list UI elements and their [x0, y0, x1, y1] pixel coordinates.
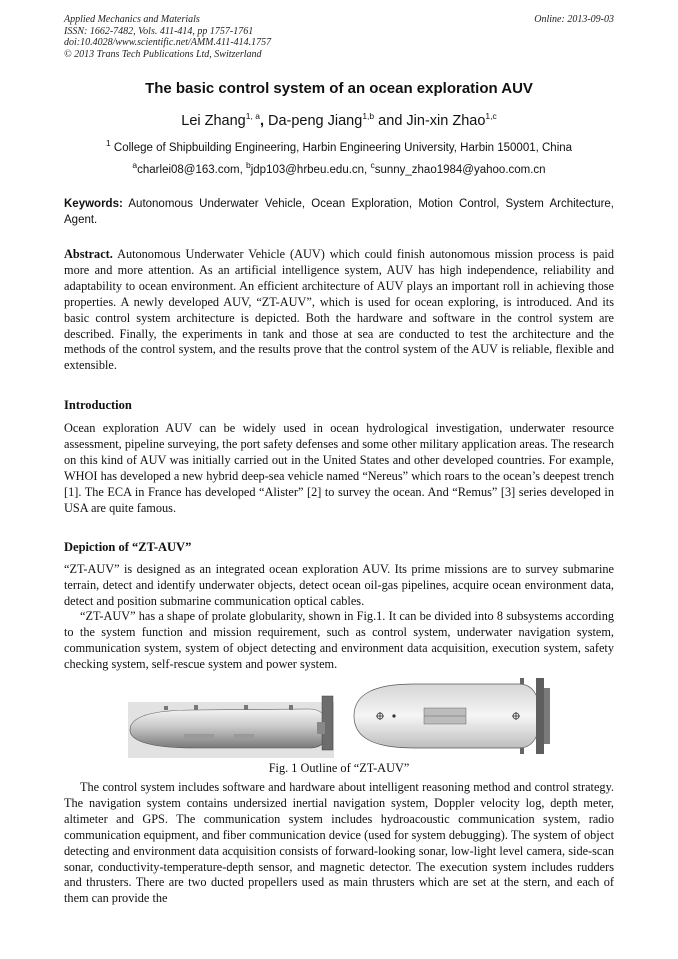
author-and: and [374, 112, 407, 129]
auv-side-view [128, 696, 334, 758]
keywords [64, 196, 614, 228]
affiliation-text: College of Shipbuilding Engineering, Harbin Engineering University, Harbin 150001, China [113, 141, 573, 154]
doi-line: doi:10.4028/www.scientific.net/AMM.411-414.1757 [64, 37, 272, 48]
auv-figure-graphic [124, 672, 554, 760]
section-heading-introduction: Introduction [64, 398, 132, 412]
affiliation-mark: 1 [105, 138, 111, 148]
email: charlei08@163.com, [137, 163, 246, 176]
author-emails [64, 160, 614, 176]
online-date: Online: 2013-09-03 [534, 14, 614, 25]
email-mark: a [132, 160, 138, 170]
abstract [64, 247, 614, 374]
affiliation [64, 138, 614, 154]
author-name: Lei Zhang [181, 112, 246, 129]
email: sunny_zhao1984@yahoo.com.cn [374, 163, 546, 176]
author-affil-mark: 1,c [485, 111, 497, 121]
depiction-paragraph-1: “ZT-AUV” is designed as an integrated ocean exploration AUV. Its prime missions are to survey submarine terrain, detect and identify underwater objects, detect ocean oil-gas pipelines, acquire ocean environment data, detect and position submarine communication optical cables. [64, 562, 614, 608]
email: jdp103@hrbeu.edu.cn, [250, 163, 371, 176]
keywords-label: Keywords: [64, 198, 123, 210]
paper-title: The basic control system of an ocean exploration AUV [145, 80, 533, 97]
email-mark: b [245, 160, 251, 170]
section-heading-depiction: Depiction of “ZT-AUV” [64, 540, 192, 554]
author-list [64, 111, 614, 129]
journal-header [64, 14, 271, 60]
author-affil-mark: 1,b [362, 111, 375, 121]
figure-caption: Fig. 1 Outline of “ZT-AUV” [268, 761, 410, 775]
author-affil-mark: 1, a [245, 111, 260, 121]
auv-top-view [354, 678, 550, 754]
author-name: Jin-xin Zhao [406, 112, 486, 129]
author-separator: , [259, 112, 264, 129]
abstract-text: Autonomous Underwater Vehicle (AUV) which could finish autonomous mission process is paid more and more attention. As an artificial intelligence system, AUV has high independence, reliability and adaptability to ocean environment. An efficient architecture of AUV plays an important roll in achieving those properties. A newly developed AUV, “ZT-AUV”, which is used for ocean exploring, is introduced. And its basic control system architecture is depicted. Both the hardware and software in the control system are described. Finally, the experiments in tank and those at sea are conducted to test the architecture and the methods of the control system, and the results prove that the control system of the AUV is reliable, flexible and extensible. [64, 247, 614, 373]
depiction-paragraph-2: “ZT-AUV” has a shape of prolate globularity, shown in Fig.1. It can be divided into 8 subsystems according to the system function and mission requirement, such as control system, underwater navigation system, communication system, system of object detecting and environment data acquisition, execution system, safety checking system, self-rescue system and power system. [64, 609, 614, 671]
abstract-label: Abstract. [64, 247, 113, 261]
copyright-line: © 2013 Trans Tech Publications Ltd, Switzerland [64, 48, 262, 60]
email-mark: c [370, 160, 375, 170]
author-name: Da-peng Jiang [268, 112, 363, 129]
issn-line: ISSN: 1662-7482, Vols. 411-414, pp 1757-1761 [64, 25, 254, 37]
auv-outline-figure [124, 672, 554, 760]
depiction-paragraph-3: The control system includes software and hardware about intelligent reasoning method and control strategy. The navigation system contains undersized inertial navigation system, Doppler velocity log, depth meter, altimeter and GPS. The communication system includes hydroacoustic communication system, radio communication equipment, and fiber communication device (used for system debugging). The system of object detecting and environment data acquisition consists of forward-looking sonar, low-light level camera, side-scan sonar, conductivity-temperature-depth sensor, and magnetic detector. The execution system includes rudders and thrusters. There are two ducted propellers used as main thrusters which are set at the stern, and each of them can provide the [64, 780, 614, 906]
keywords-text: Autonomous Underwater Vehicle, Ocean Exploration, Motion Control, System Architecture, Agent. [64, 198, 614, 226]
journal-name: Applied Mechanics and Materials [64, 14, 200, 25]
introduction-paragraph: Ocean exploration AUV can be widely used in ocean hydrological investigation, underwater resource assessment, pipeline surveying, the port safety defenses and some other military application areas. The research on this kind of AUV was initially carried out in the United States and other developed countries. For example, WHOI has developed a new hybrid deep-sea vehicle named “Nereus” which roars to the ocean’s deepest trench [1]. The ECA in France has developed “Alister” [2] to survey the ocean. And “Remus” [3] series developed in USA are quite famous. [64, 421, 614, 515]
